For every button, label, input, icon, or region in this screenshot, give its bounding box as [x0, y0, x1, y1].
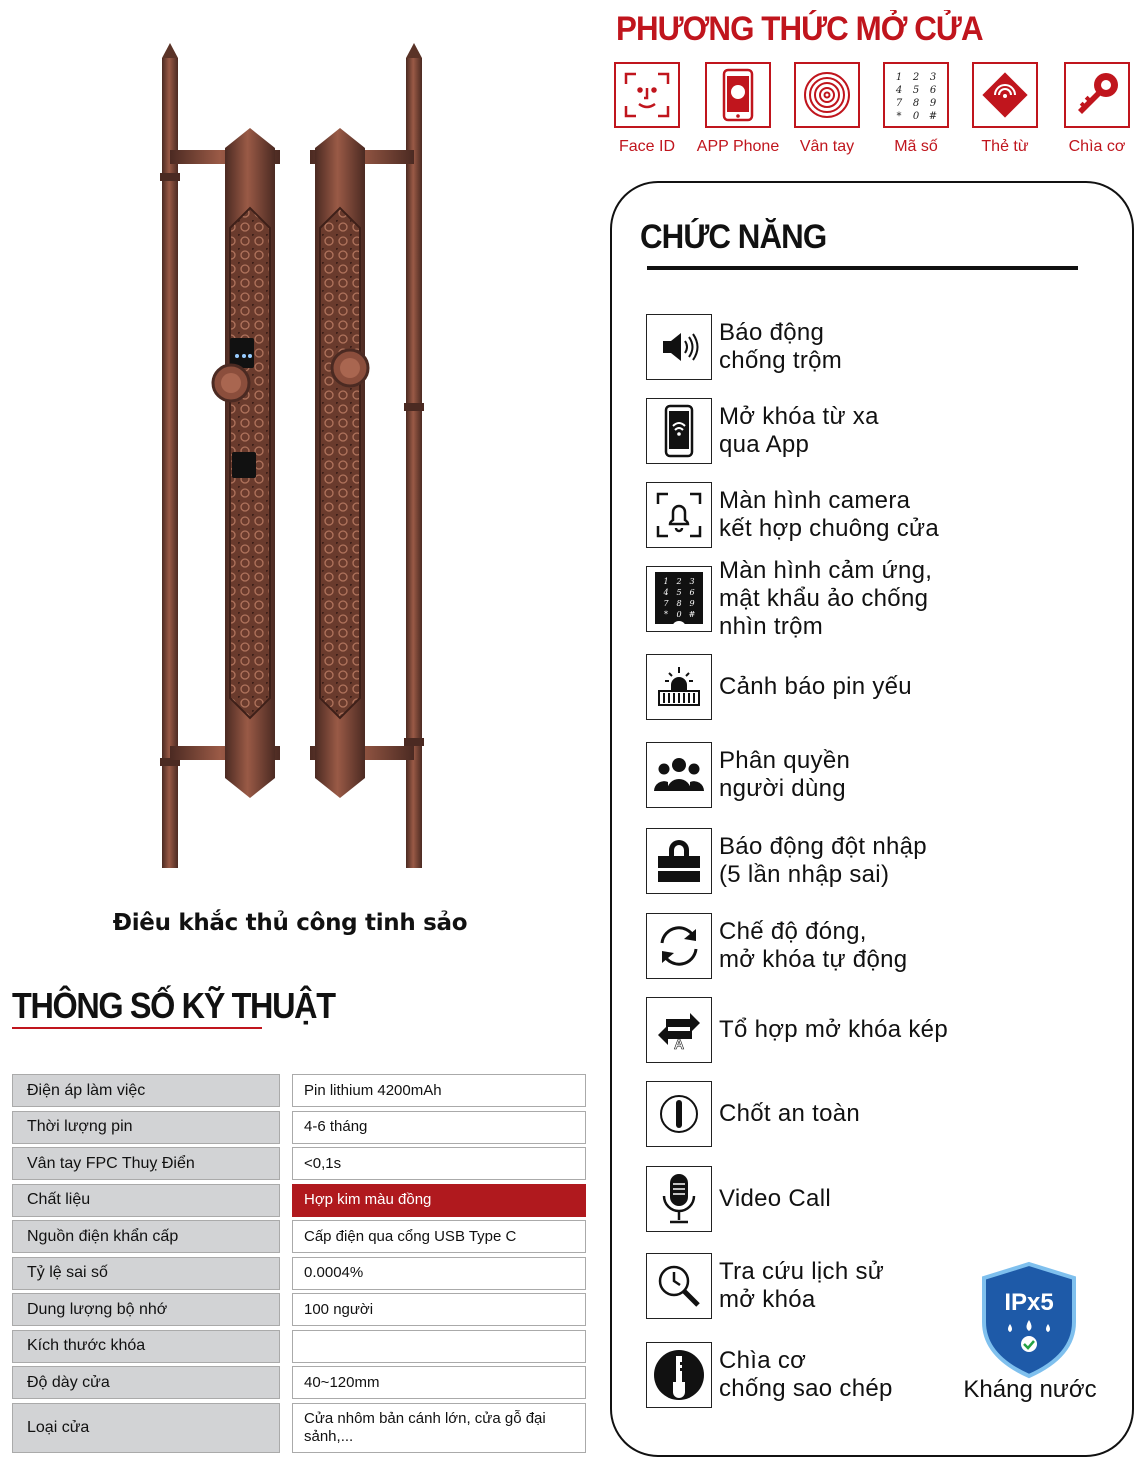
feature-text: Tổ hợp mở khóa kép: [719, 1016, 948, 1043]
keypad-digit: 4: [663, 588, 669, 597]
keypad-digit: 5: [912, 85, 920, 96]
waterproof-badge-icon: [978, 1260, 1080, 1380]
low-battery-icon: [646, 654, 712, 720]
spec-row: [12, 1257, 586, 1290]
waterproof-label: Kháng nước: [963, 1376, 1097, 1403]
feature-text: Video Call: [719, 1185, 831, 1212]
svg-text:A: A: [673, 1036, 685, 1052]
feature-item: [646, 1080, 976, 1148]
feature-text: Chìa cơ chống sao chép: [719, 1347, 893, 1402]
specs-title: THÔNG SỐ KỸ THUẬT: [12, 985, 335, 1026]
spec-row: [12, 1111, 586, 1144]
phone-wifi-icon: [646, 398, 712, 464]
feature-item: [646, 996, 976, 1064]
dual-unlock-icon: [646, 997, 712, 1063]
keypad-digit: 8: [912, 98, 920, 109]
feature-item: [646, 557, 976, 640]
keypad-digit: 0: [912, 111, 920, 122]
waterproof-badge-text: IPx5: [1004, 1289, 1054, 1316]
keypad-digit: *: [896, 111, 902, 122]
feature-text: Màn hình camera kết hợp chuông cửa: [719, 487, 940, 542]
spec-value: Cấp điện qua cổng USB Type C: [292, 1220, 586, 1253]
keypad-digit: 7: [895, 98, 903, 109]
method-label: Mã số: [894, 138, 938, 155]
feature-text: Tra cứu lịch sử mở khóa: [719, 1258, 885, 1313]
feature-item: [646, 481, 976, 549]
keypad-digit: 4: [895, 85, 903, 96]
spec-value-highlight: Hợp kim màu đồng: [292, 1184, 586, 1217]
feature-text: Báo động chống trộm: [719, 319, 843, 374]
functions-title: CHỨC NĂNG: [640, 218, 827, 256]
method-label: APP Phone: [696, 138, 780, 155]
speaker-alarm-icon: [646, 314, 712, 380]
face-id-icon: [614, 62, 680, 128]
feature-text: Mở khóa từ xa qua App: [719, 403, 879, 458]
spec-row: [12, 1074, 586, 1107]
spec-value: <0,1s: [292, 1147, 586, 1180]
product-caption: Điêu khắc thủ công tinh sảo: [112, 910, 468, 936]
keypad-digit: 5: [676, 588, 682, 597]
users-group-icon: [646, 742, 712, 808]
specs-title-underline: [12, 1027, 262, 1029]
auto-lock-icon: [646, 913, 712, 979]
functions-title-underline: [647, 266, 1078, 270]
spec-label: Loại cửa: [12, 1403, 280, 1453]
method-key: [1052, 62, 1140, 156]
spec-label: Độ dày cửa: [12, 1366, 280, 1399]
spec-row: [12, 1147, 586, 1180]
feature-item: [646, 1165, 976, 1233]
camera-bell-icon: [646, 482, 712, 548]
feature-text: Chế độ đóng, mở khóa tự động: [719, 918, 908, 973]
keypad-icon: [883, 62, 949, 128]
spec-label: Chất liệu: [12, 1184, 280, 1217]
method-face-id: [602, 62, 692, 156]
keypad-digit: 3: [929, 72, 937, 83]
keypad-digit: 6: [689, 588, 695, 597]
keypad-digit: 9: [689, 599, 695, 608]
spec-value: Cửa nhôm bản cánh lớn, cửa gỗ đại sảnh,...: [292, 1403, 586, 1453]
rfid-card-icon: [972, 62, 1038, 128]
feature-item: [646, 653, 976, 721]
feature-text: Phân quyền người dùng: [719, 747, 851, 802]
method-app-phone: [693, 62, 783, 156]
safety-latch-icon: [646, 1081, 712, 1147]
method-keypad: [871, 62, 961, 156]
spec-label: Điện áp làm việc: [12, 1074, 280, 1107]
keypad-digit: 2: [912, 72, 920, 83]
spec-value: 0.0004%: [292, 1257, 586, 1290]
method-label: Face ID: [618, 138, 675, 155]
spec-value: [292, 1330, 586, 1363]
spec-label: Kích thước khóa: [12, 1330, 280, 1363]
keypad-digit: 3: [689, 577, 695, 586]
spec-row: [12, 1293, 586, 1326]
spec-label: Vân tay FPC Thuỵ Điển: [12, 1147, 280, 1180]
feature-item: [646, 912, 976, 980]
keypad-digit: 8: [676, 599, 682, 608]
fingerprint-icon: [794, 62, 860, 128]
keypad-digit: 2: [676, 577, 682, 586]
keypad-digit: #: [928, 111, 938, 122]
spec-label: Tỷ lệ sai số: [12, 1257, 280, 1290]
method-fingerprint: [782, 62, 872, 156]
keypad-digit: 6: [929, 85, 937, 96]
feature-item: [646, 741, 976, 809]
feature-text: Báo động đột nhập (5 lần nhập sai): [719, 833, 927, 888]
spec-label: Nguồn điện khẩn cấp: [12, 1220, 280, 1253]
history-search-icon: [646, 1253, 712, 1319]
feature-item: [646, 1252, 976, 1320]
feature-text: Cảnh báo pin yếu: [719, 673, 912, 700]
spec-value: Pin lithium 4200mAh: [292, 1074, 586, 1107]
spec-label: Dung lượng bộ nhớ: [12, 1293, 280, 1326]
spec-row: [12, 1366, 586, 1399]
spec-value: 40~120mm: [292, 1366, 586, 1399]
spec-row: [12, 1330, 586, 1363]
intrusion-alarm-icon: [646, 828, 712, 894]
spec-row: [12, 1184, 586, 1217]
microphone-icon: [646, 1166, 712, 1232]
spec-value: 100 người: [292, 1293, 586, 1326]
method-label: Vân tay: [799, 138, 855, 155]
feature-item: [646, 397, 976, 465]
keypad-digit: #: [688, 610, 696, 619]
touch-keypad-icon: [646, 566, 712, 632]
method-label: Chìa cơ: [1068, 138, 1126, 155]
door-handle-product-image: [140, 38, 460, 878]
method-rfid-card: [960, 62, 1050, 156]
feature-text: Chốt an toàn: [719, 1100, 861, 1127]
keypad-digit: 1: [663, 577, 669, 586]
feature-item: [646, 313, 976, 381]
spec-label: Thời lượng pin: [12, 1111, 280, 1144]
anti-copy-key-icon: [646, 1342, 712, 1408]
keypad-digit: 7: [663, 599, 669, 608]
feature-text: Màn hình cảm ứng, mật khẩu ảo chống nhìn trộm: [719, 557, 933, 640]
feature-item: [646, 827, 976, 895]
spec-row: [12, 1403, 586, 1453]
keypad-digit: 0: [676, 610, 682, 619]
keypad-digit: *: [664, 610, 668, 619]
spec-value: 4-6 tháng: [292, 1111, 586, 1144]
feature-item: [646, 1341, 976, 1409]
specs-table: [12, 1074, 586, 1456]
keypad-digit: 1: [895, 72, 903, 83]
phone-app-icon: [705, 62, 771, 128]
keypad-digit: 9: [929, 98, 937, 109]
open-methods-title: PHƯƠNG THỨC MỞ CỬA: [616, 10, 983, 48]
spec-row: [12, 1220, 586, 1253]
method-label: Thẻ từ: [981, 138, 1029, 155]
key-icon: [1064, 62, 1130, 128]
